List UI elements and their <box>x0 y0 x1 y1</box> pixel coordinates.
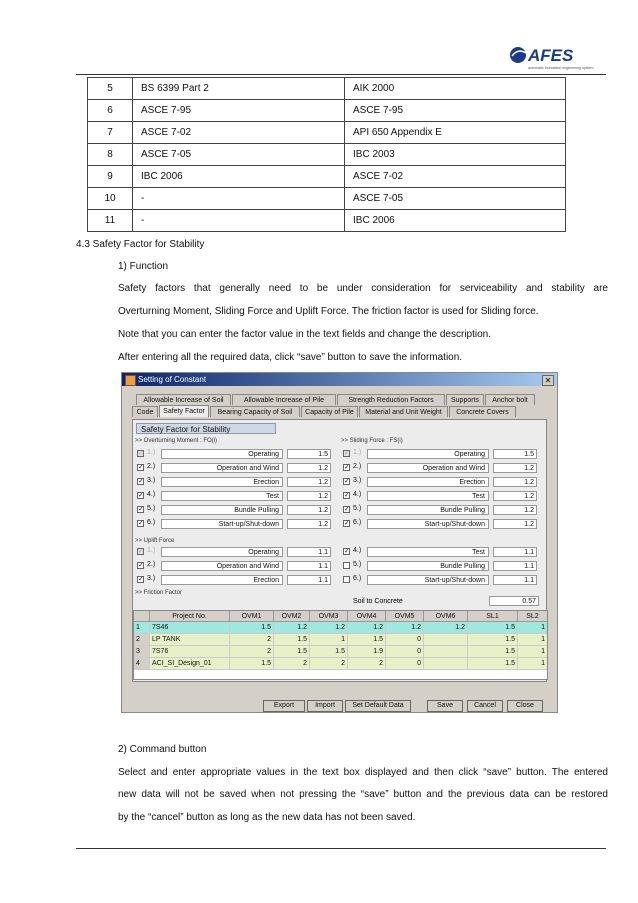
factor-description-field[interactable]: Erection <box>161 575 283 585</box>
standard-b: ASCE 7-95 <box>345 100 566 122</box>
factor-value-field[interactable]: 1.2 <box>493 519 537 529</box>
factor-value-field[interactable]: 1.2 <box>287 463 331 473</box>
grid-cell[interactable]: 0 <box>386 658 424 670</box>
grid-cell[interactable]: 2 <box>310 658 348 670</box>
grid-cell[interactable]: 2 <box>274 658 310 670</box>
standard-a: ASCE 7-95 <box>133 100 345 122</box>
tab-strength-reduction-factors[interactable]: Strength Reduction Factors <box>337 394 445 405</box>
factor-checkbox[interactable] <box>343 562 350 569</box>
factor-value-field[interactable]: 1.2 <box>493 463 537 473</box>
factor-value-field[interactable]: 1.2 <box>493 491 537 501</box>
command-para-line-2: new data will not be saved when not pressing the “save” button and the previous data can be restored <box>118 789 608 800</box>
grid-header-cell <box>134 611 150 622</box>
panel-title: Safety Factor for Stability <box>136 423 276 434</box>
grid-header-cell: OVM3 <box>310 611 348 622</box>
factor-index: 2.) <box>353 463 362 470</box>
tab-capacity-of-pile[interactable]: Capacity of Pile <box>301 406 358 417</box>
grid-cell[interactable]: ACI_SI_Design_01 <box>150 658 230 670</box>
grid-cell[interactable]: 2 <box>230 646 274 658</box>
function-para-line-1: Safety factors that generally need to be under consideration for serviceability and stability are <box>118 283 608 294</box>
factor-checkbox[interactable]: ✓ <box>344 464 350 471</box>
factor-description-field[interactable]: Start-up/Shut-down <box>367 519 489 529</box>
factor-checkbox[interactable]: ✓ <box>138 520 144 527</box>
cancel-button[interactable]: Cancel <box>467 700 503 712</box>
function-para-line-2: Overturning Moment, Sliding Force and Uplift Force. The friction factor is used for Sliding force. <box>118 306 539 317</box>
overturning-label: >> Overturning Moment : FO(i) <box>135 438 218 444</box>
table-row <box>88 166 566 188</box>
factor-description-field[interactable]: Operation and Wind <box>161 463 283 473</box>
factor-description-field[interactable]: Operation and Wind <box>161 561 283 571</box>
factor-index: 6.) <box>353 575 362 582</box>
command-para-line-1: Select and enter appropriate values in the text box displayed and then click “save” button. The entered <box>118 767 608 778</box>
factor-index: 1.) <box>353 449 362 456</box>
grid-header-cell: OVM5 <box>386 611 424 622</box>
tab-allowable-increase-of-soil[interactable]: Allowable Increase of Soil <box>136 394 231 405</box>
grid-cell[interactable]: 1 <box>310 634 348 646</box>
grid-cell[interactable] <box>424 646 468 658</box>
grid-cell[interactable]: 2 <box>134 634 150 646</box>
factor-checkbox[interactable]: ✓ <box>138 450 144 457</box>
grid-cell[interactable]: 1.2 <box>348 622 386 634</box>
set-default-data-button[interactable]: Set Default Data <box>345 700 411 712</box>
tab-code[interactable]: Code <box>132 406 158 417</box>
factor-value-field[interactable]: 1.5 <box>493 449 537 459</box>
factor-checkbox[interactable]: ✓ <box>138 576 144 583</box>
factor-checkbox[interactable]: ✓ <box>138 562 144 569</box>
grid-cell[interactable]: 1.5 <box>310 646 348 658</box>
tab-row-upper <box>136 394 548 405</box>
grid-cell[interactable]: 1.5 <box>348 634 386 646</box>
factor-checkbox[interactable]: ✓ <box>344 548 350 555</box>
factor-description-field[interactable]: Test <box>367 547 489 557</box>
table-row <box>88 78 566 100</box>
factor-checkbox[interactable]: ✓ <box>344 492 350 499</box>
grid-cell[interactable]: LP TANK <box>150 634 230 646</box>
factor-checkbox[interactable]: ✓ <box>344 520 350 527</box>
factor-index: 3.) <box>147 477 156 484</box>
factor-description-field[interactable]: Erection <box>161 477 283 487</box>
grid-header-cell: OVM6 <box>424 611 468 622</box>
app-icon <box>125 375 136 386</box>
factor-description-field[interactable]: Operation and Wind <box>367 463 489 473</box>
dialog-titlebar <box>122 373 557 386</box>
standard-a: ASCE 7-02 <box>133 122 345 144</box>
row-number: 6 <box>88 100 133 122</box>
factor-checkbox[interactable]: ✓ <box>138 478 144 485</box>
table-row <box>88 100 566 122</box>
factor-description-field[interactable]: Bundle Pulling <box>161 505 283 515</box>
tab-row-lower <box>132 406 548 417</box>
grid-cell[interactable]: 1.5 <box>230 622 274 634</box>
friction-label: >> Friction Factor <box>135 590 183 596</box>
factor-index: 5.) <box>147 505 156 512</box>
factor-value-field[interactable]: 1.2 <box>287 519 331 529</box>
factor-index: 6.) <box>147 519 156 526</box>
close-icon[interactable]: ✕ <box>542 375 554 386</box>
factor-description-field[interactable]: Bundle Pulling <box>367 505 489 515</box>
factor-checkbox[interactable]: ✓ <box>344 450 350 457</box>
factor-value-field[interactable]: 1.1 <box>493 575 537 585</box>
factor-checkbox[interactable]: ✓ <box>344 478 350 485</box>
factor-value-field[interactable]: 1.2 <box>287 491 331 501</box>
standard-a: IBC 2006 <box>133 166 345 188</box>
export-button[interactable]: Export <box>263 700 305 712</box>
factor-description-field[interactable]: Start-up/Shut-down <box>367 575 489 585</box>
sliding-label: >> Sliding Force : FS(i) <box>341 438 403 444</box>
factor-description-field[interactable]: Operating <box>161 547 283 557</box>
standard-b: AIK 2000 <box>345 78 566 100</box>
footer-rule <box>76 848 606 849</box>
table-row <box>88 188 566 210</box>
tab-allowable-increase-of-pile[interactable]: Allowable Increase of Pile <box>232 394 336 405</box>
logo-subtitle: automatic foundation engineering system <box>528 66 594 70</box>
tab-safety-factor[interactable]: Safety Factor <box>159 405 209 417</box>
standard-b: API 650 Appendix E <box>345 122 566 144</box>
factor-description-field[interactable]: Start-up/Shut-down <box>161 519 283 529</box>
command-para-line-3: by the “cancel” button as long as the new data has not been saved. <box>118 812 416 823</box>
factor-index: 4.) <box>353 491 362 498</box>
grid-cell[interactable]: 1 <box>518 634 548 646</box>
grid-cell[interactable] <box>424 658 468 670</box>
factor-checkbox[interactable]: ✓ <box>138 548 144 555</box>
grid-cell[interactable]: 0 <box>386 646 424 658</box>
friction-value-field[interactable]: 0.57 <box>489 596 539 606</box>
grid-cell[interactable]: 1.5 <box>468 658 518 670</box>
factor-index: 2.) <box>147 561 156 568</box>
afes-logo <box>508 44 608 71</box>
row-number: 5 <box>88 78 133 100</box>
grid-cell[interactable]: 0 <box>386 634 424 646</box>
factor-index: 2.) <box>147 463 156 470</box>
row-number: 11 <box>88 210 133 232</box>
factor-index: 1.) <box>147 449 156 456</box>
factor-value-field[interactable]: 1.2 <box>287 505 331 515</box>
function-para-line-4: After entering all the required data, click “save” button to save the information. <box>118 352 463 363</box>
grid-cell[interactable]: 7S76 <box>150 646 230 658</box>
grid-header-cell: OVM2 <box>274 611 310 622</box>
standard-b: ASCE 7-05 <box>345 188 566 210</box>
grid-cell[interactable]: 1.9 <box>348 646 386 658</box>
grid-header-cell: SL2 <box>518 611 548 622</box>
table-row <box>88 122 566 144</box>
tab-material-and-unit-weight[interactable]: Material and Unit Weight <box>359 406 448 417</box>
grid-cell[interactable]: 2 <box>348 658 386 670</box>
standard-a: ASCE 7-05 <box>133 144 345 166</box>
factor-value-field[interactable]: 1.2 <box>493 477 537 487</box>
grid-cell[interactable]: 1.5 <box>230 658 274 670</box>
row-number: 7 <box>88 122 133 144</box>
standard-a: - <box>133 188 345 210</box>
factor-description-field[interactable]: Bundle Pulling <box>367 561 489 571</box>
standard-b: IBC 2006 <box>345 210 566 232</box>
header-rule <box>76 74 606 75</box>
factor-index: 3.) <box>147 575 156 582</box>
command-subheading: 2) Command button <box>118 744 207 755</box>
factor-description-field[interactable]: Erection <box>367 477 489 487</box>
grid-cell[interactable]: 1.2 <box>386 622 424 634</box>
grid-header-cell: SL1 <box>468 611 518 622</box>
import-button[interactable]: Import <box>307 700 343 712</box>
grid-cell[interactable]: 1 <box>134 622 150 634</box>
factor-value-field[interactable]: 1.1 <box>493 547 537 557</box>
factor-value-field[interactable]: 1.1 <box>287 547 331 557</box>
grid-cell[interactable]: 1 <box>518 622 548 634</box>
row-number: 8 <box>88 144 133 166</box>
factor-value-field[interactable]: 1.2 <box>287 477 331 487</box>
save-button[interactable]: Save <box>427 700 463 712</box>
factor-description-field[interactable]: Test <box>161 491 283 501</box>
factor-index: 1.) <box>147 547 156 554</box>
grid-cell[interactable] <box>424 634 468 646</box>
factor-index: 3.) <box>353 477 362 484</box>
factor-value-field[interactable]: 1.1 <box>493 561 537 571</box>
grid-cell[interactable]: 1.2 <box>424 622 468 634</box>
grid-cell[interactable]: 1.5 <box>274 646 310 658</box>
factor-checkbox[interactable]: ✓ <box>138 492 144 499</box>
factor-index: 5.) <box>353 561 362 568</box>
setting-of-constant-dialog <box>121 372 558 713</box>
factor-value-field[interactable]: 1.1 <box>287 575 331 585</box>
grid-cell[interactable]: 1 <box>518 646 548 658</box>
grid-cell[interactable]: 1 <box>518 658 548 670</box>
grid-header-cell: OVM1 <box>230 611 274 622</box>
factor-index: 4.) <box>353 547 362 554</box>
factor-description-field[interactable]: Test <box>367 491 489 501</box>
table-row <box>88 210 566 232</box>
grid-cell[interactable]: 1.5 <box>468 646 518 658</box>
factor-checkbox[interactable]: ✓ <box>344 506 350 513</box>
grid-cell[interactable]: 1.5 <box>468 634 518 646</box>
grid-header-cell: OVM4 <box>348 611 386 622</box>
tab-anchor-bolt[interactable]: Anchor bolt <box>485 394 535 405</box>
grid-cell[interactable]: 1.2 <box>274 622 310 634</box>
grid-cell[interactable]: 1.5 <box>468 622 518 634</box>
standard-b: IBC 2003 <box>345 144 566 166</box>
project-grid <box>133 610 548 680</box>
factor-description-field[interactable]: Operating <box>161 449 283 459</box>
tab-concrete-covers[interactable]: Concrete Covers <box>449 406 516 417</box>
row-number: 9 <box>88 166 133 188</box>
factor-value-field[interactable]: 1.1 <box>287 561 331 571</box>
standard-b: ASCE 7-02 <box>345 166 566 188</box>
factor-checkbox[interactable] <box>343 576 350 583</box>
factor-checkbox[interactable]: ✓ <box>138 506 144 513</box>
standard-a: BS 6399 Part 2 <box>133 78 345 100</box>
dialog-title: Setting of Constant <box>138 375 207 384</box>
grid-cell[interactable]: 7S46 <box>150 622 230 634</box>
uplift-label: >> Uplift Force <box>135 538 175 544</box>
grid-cell[interactable]: 1.2 <box>310 622 348 634</box>
factor-description-field[interactable]: Operating <box>367 449 489 459</box>
function-para-line-3: Note that you can enter the factor value in the text fields and change the description. <box>118 329 492 340</box>
function-subheading: 1) Function <box>118 261 169 272</box>
grid-cell[interactable]: 2 <box>230 634 274 646</box>
factor-value-field[interactable]: 1.2 <box>493 505 537 515</box>
friction-desc: Soil to Concrete <box>353 598 403 605</box>
grid-cell[interactable]: 3 <box>134 646 150 658</box>
grid-cell[interactable]: 1.5 <box>274 634 310 646</box>
factor-index: 6.) <box>353 519 362 526</box>
factor-index: 4.) <box>147 491 156 498</box>
tab-bearing-capacity-of-soil[interactable]: Bearing Capacity of Soil <box>210 406 300 417</box>
factor-index: 5.) <box>353 505 362 512</box>
logo-text: AFES <box>528 46 574 65</box>
row-number: 10 <box>88 188 133 210</box>
standard-a: - <box>133 210 345 232</box>
tab-supports[interactable]: Supports <box>446 394 484 405</box>
grid-cell[interactable]: 4 <box>134 658 150 670</box>
standards-table <box>87 77 566 232</box>
section-heading: 4.3 Safety Factor for Stability <box>76 239 205 250</box>
grid-header-cell: Project No. <box>150 611 230 622</box>
factor-value-field[interactable]: 1.5 <box>287 449 331 459</box>
factor-checkbox[interactable]: ✓ <box>138 464 144 471</box>
table-row <box>88 144 566 166</box>
close-button[interactable]: Close <box>507 700 543 712</box>
